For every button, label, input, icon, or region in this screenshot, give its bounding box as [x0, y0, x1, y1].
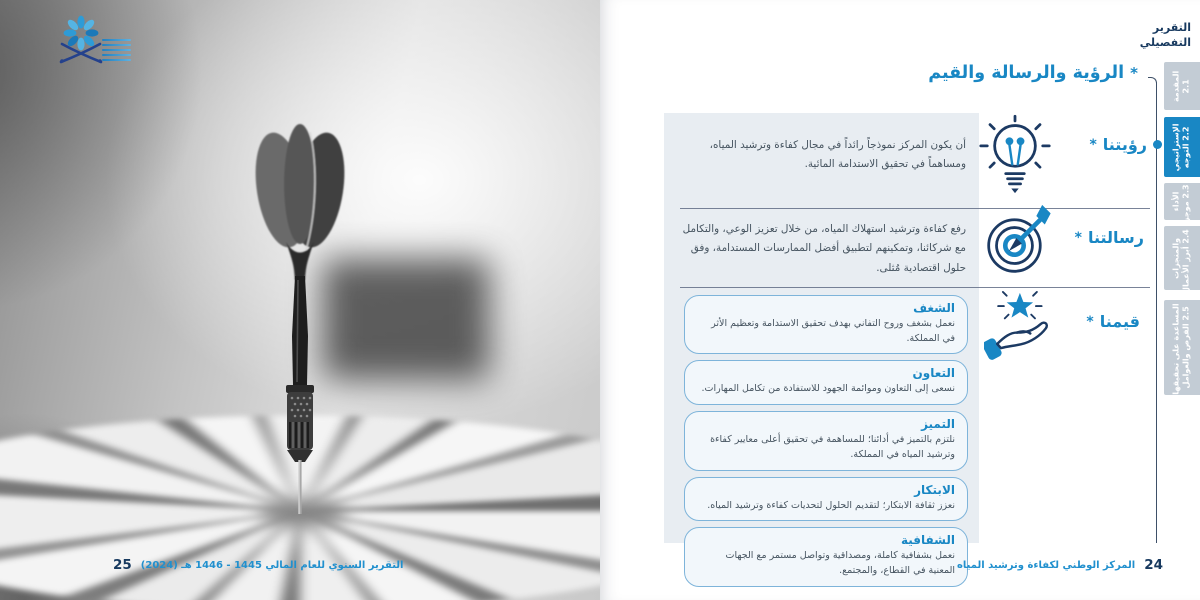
vision-label-text: رؤيتنا [1102, 135, 1147, 154]
page-title [928, 63, 1138, 83]
value-title: الشغف [913, 301, 955, 315]
active-section-dot [1153, 140, 1162, 149]
tab-2-4-key-works-achievements[interactable]: 2.4 أبرز الأعمال والمنجزات [1164, 226, 1200, 290]
title-asterisk: * [1130, 64, 1138, 82]
section-header [1140, 21, 1191, 51]
target-arrow-icon [985, 205, 1055, 275]
value-text: نلتزم بالتميز في أدائنا؛ للمساهمة في تحقيق أعلى معايير كفاءة وترشيد المياه في المملكة. [710, 434, 955, 460]
header-line-2: التفصيلي [1139, 35, 1191, 49]
divider [680, 287, 1150, 288]
value-card-cooperation [684, 360, 968, 405]
right-page-content [600, 0, 1200, 600]
mission-text: رفع كفاءة وترشيد استهلاك المياه، من خلال تعزيز الوعي، والتكامل مع شركائنا، وتمكينهم لتطبيق أفضل الممارسات المستدامة، وفق حلول اقتصادية مُثلى. [682, 223, 966, 274]
tab-2-2-strategic-direction[interactable]: 2.2 التوجه الإستراتيجي [1164, 117, 1200, 177]
values-list [684, 295, 968, 593]
tab-2-3-performance-summary[interactable]: 2.3 موجز الأداء [1164, 183, 1200, 220]
value-title: الشفافية [900, 533, 955, 548]
values-label-text: قيمنا [1099, 312, 1140, 331]
left-page-footer [113, 557, 403, 573]
value-card-passion [684, 295, 968, 354]
vision-label [1089, 135, 1147, 154]
value-title: الابتكار [914, 482, 955, 497]
tab-2-5-opportunities-enablers[interactable]: 2.5 الفرص والعوامل المساعدة على تحقيقها [1164, 300, 1200, 395]
vision-text: أن يكون المركز نموذجاً رائداً في مجال كفاءة وترشيد المياه، ومساهماً في تحقيق الاستدامة المائية. [709, 139, 966, 171]
right-page-footer [957, 557, 1163, 573]
values-label [1086, 312, 1140, 331]
values-asterisk: * [1086, 313, 1094, 330]
value-text: نعمل بشغف وروح التفاني بهدف تحقيق الاستدامة وتعظيم الأثر في المملكة. [711, 318, 955, 344]
mission-label [1075, 228, 1144, 247]
value-card-excellence [684, 411, 968, 470]
value-title: التعاون [912, 366, 955, 381]
value-text: نعزز ثقافة الابتكار؛ لتقديم الحلول لتحديات كفاءة وترشيد المياه. [707, 499, 955, 511]
tab-2-1-introduction[interactable]: 2.1 المقدمة [1164, 62, 1200, 110]
header-line-1: التقرير [1152, 21, 1191, 34]
mission-label-text: رسالتنا [1087, 228, 1144, 247]
vision-asterisk: * [1089, 136, 1097, 153]
organization-name-footer: المركز الوطني لكفاءة وترشيد المياه [957, 559, 1136, 571]
value-title: التميز [921, 417, 955, 432]
value-card-transparency [684, 527, 968, 586]
hamburger-menu-icon[interactable] [102, 39, 131, 61]
value-text: نعمل بشفافية كاملة، ومصداقية وتواصل مستمر مع الجهات المعنية في القطاع، والمجتمع. [725, 550, 955, 577]
divider [680, 208, 1150, 209]
page-number: 25 [113, 557, 132, 573]
dart-illustration [240, 104, 360, 524]
organization-logo [56, 14, 106, 68]
hand-star-icon [984, 287, 1052, 363]
value-text: نسعى إلى التعاون وموائمة الجهود للاستفادة من تكامل المهارات. [701, 383, 955, 395]
mission-asterisk: * [1074, 229, 1082, 246]
value-card-innovation [684, 477, 968, 522]
report-title-footer: التقرير السنوي للعام المالي 1445 - 1446 هـ (2024) [140, 559, 404, 571]
lightbulb-rays-icon [978, 113, 1052, 201]
page-title-text: الرؤية والرسالة والقيم [928, 63, 1125, 83]
page-number: 24 [1144, 557, 1163, 573]
